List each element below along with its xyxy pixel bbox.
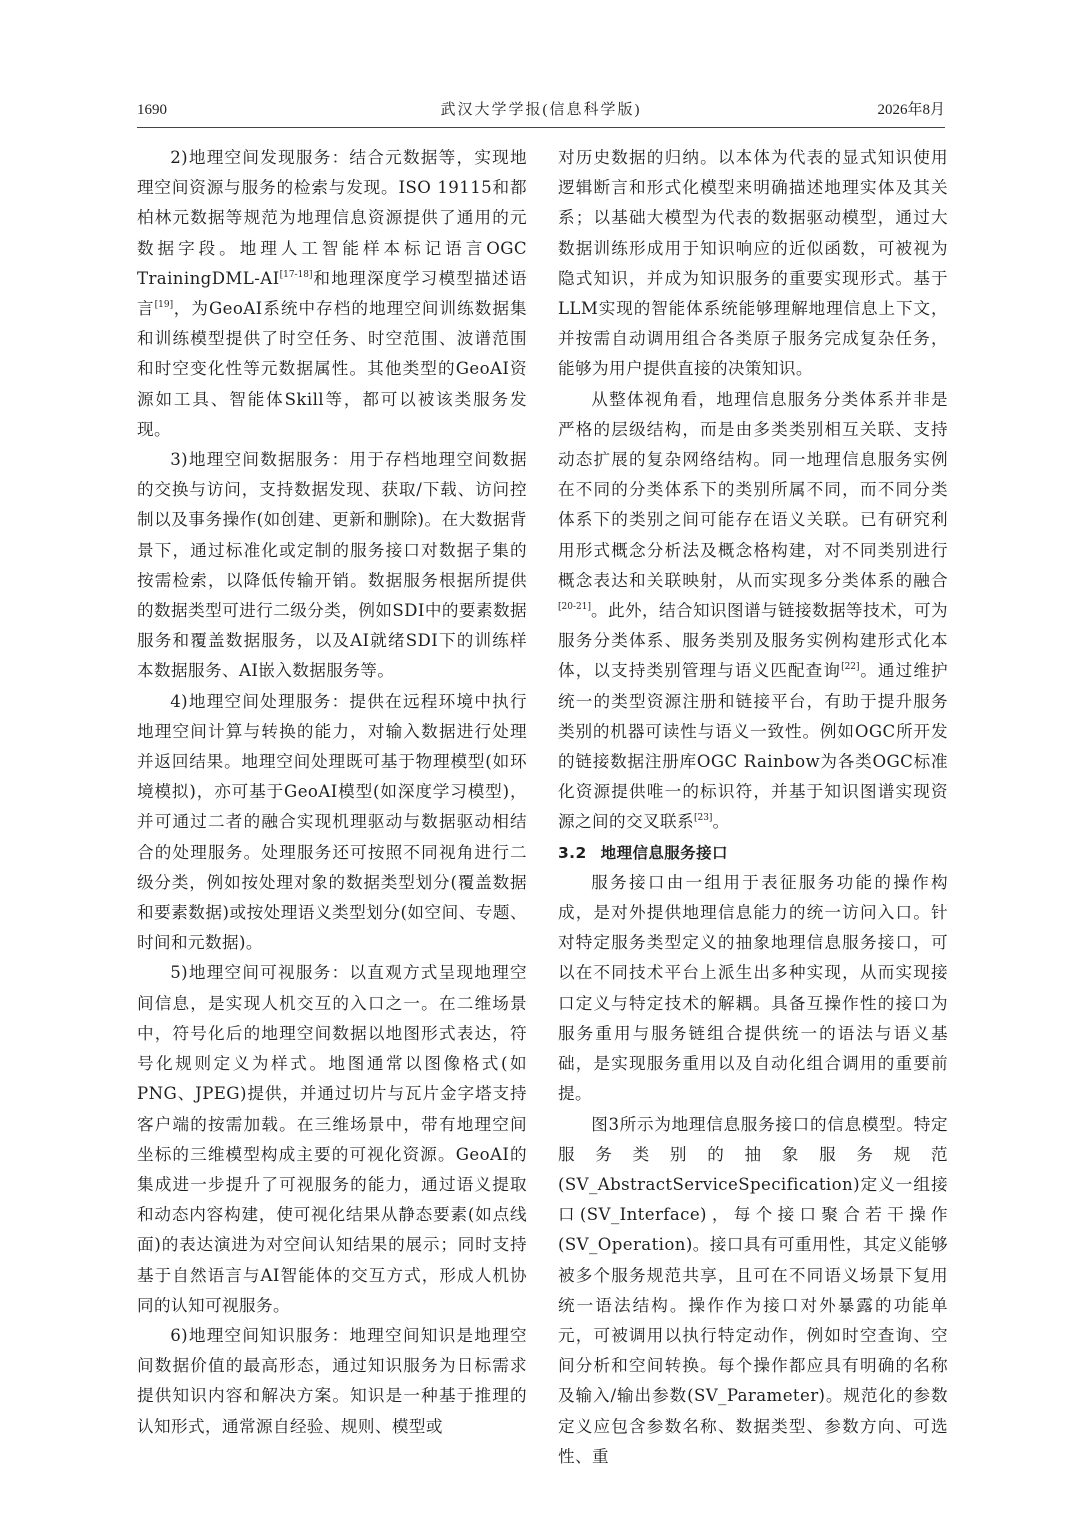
right-column <box>558 143 948 1472</box>
citation-ref[interactable]: [23] <box>693 813 713 824</box>
paragraph-classification-system: 从整体视角看，地理信息服务分类体系并非是严格的层级结构，而是由多类类别相互关联、支持动态扩展的复杂网络结构。同一地理信息服务实例在不同的分类体系下的类别所属不同，而不同分类体系下的类别之间可能存在语义关联。已有研究利用形式概念分析法及概念格构建，对不同类别进行概念表达和关联映射，从而实现多分类体系的融合[20-21]。此外，结合知识图谱与链接数据等技术，可为服务分类体系、服务类别及服务实例构建形式化本体，以支持类别管理与语义匹配查询[22]。通过维护统一的类型资源注册和链接平台，有助于提升服务类别的机器可读性与语义一致性。例如OGC所开发的链接数据注册库OGC Rainbow为各类OGC标准化资源提供唯一的标识符，并基于知识图谱实现资源之间的交叉联系[23]。 <box>558 389 949 832</box>
issue-date: 2026年8月 <box>877 102 945 118</box>
citation-ref[interactable]: [20-21] <box>558 602 591 613</box>
paragraph-knowledge-continued: 对历史数据的归纳。以本体为代表的显式知识使用逻辑断言和形式化模型来明确描述地理实体及其关系；以基础大模型为代表的数据驱动模型，通过大数据训练形成用于知识响应的近似函数，可被视为隐式知识，并成为知识服务的重要实现形式。基于LLM实现的智能体系统能够理解地理信息上下文，并按需自动调用组合各类原子服务完成复杂任务，能够为用户提供直接的决策知识。 <box>558 148 948 379</box>
left-column <box>137 143 527 1442</box>
page-number: 1690 <box>137 102 167 118</box>
paragraph-service-interface: 服务接口由一组用于表征服务功能的操作构成，是对外提供地理信息能力的统一访问入口。针对特定服务类型定义的抽象地理信息服务接口，可以在不同技术平台上派生出多种实现，从而实现接口定义与特定技术的解耦。具备互操作性的接口为服务重用与服务链组合提供统一的语法与语义基础，是实现服务重用以及自动化组合调用的重要前提。 <box>558 872 948 1104</box>
section-title: 地理信息服务接口 <box>600 843 728 862</box>
section-number: 3.2 <box>558 843 587 862</box>
header-rule <box>137 127 945 128</box>
paragraph-knowledge-service: 6)地理空间知识服务：地理空间知识是地理空间数据价值的最高形态，通过知识服务为日标需求提供知识内容和解决方案。知识是一种基于推理的认知形式，通常源自经验、规则、模型或 <box>137 1325 527 1436</box>
journal-title: 武汉大学学报(信息科学版) <box>440 102 642 118</box>
running-header <box>137 92 945 132</box>
paragraph-discovery-service: 2)地理空间发现服务：结合元数据等，实现地理空间资源与服务的检索与发现。ISO 19115和都柏林元数据等规范为地理信息资源提供了通用的元数据字段。地理人工智能样本标记语言OGC TrainingDML-AI[17-18]和地理深度学习模型描述语言[19]，为GeoAI系统中存档的地理空间训练数据集和训练模型提供了时空任务、时空范围、波谱范围和时空变化性等元数据属性。其他类型的GeoAI资源如工具、智能体Skill等，都可以被该类服务发现。 <box>137 148 528 439</box>
paragraph-processing-service: 4)地理空间处理服务：提供在远程环境中执行地理空间计算与转换的能力，对输入数据进行处理并返回结果。地理空间处理既可基于物理模型(如环境模拟)，亦可基于GeoAI模型(如深度学习模型)，并可通过二者的融合实现机理驱动与数据驱动相结合的处理服务。处理服务还可按照不同视角进行二级分类，例如按处理对象的数据类型划分(覆盖数据和要素数据)或按处理语义类型划分(如空间、专题、时间和元数据)。 <box>137 691 527 953</box>
citation-ref[interactable]: [22] <box>841 662 860 673</box>
paragraph-information-model: 图3所示为地理信息服务接口的信息模型。特定服务类别的抽象服务规范(SV_AbstractServiceSpecification)定义一组接口(SV_Interface)，每个接口聚合若干操作(SV_Operation)。接口具有可重用性，其定义能够被多个服务规范共享，且可在不同语义场景下复用统一语法结构。操作作为接口对外暴露的功能单元，可被调用以执行特定动作，例如时空查询、空间分析和空间转换。每个操作都应具有明确的名称及输入/输出参数(SV_Parameter)。规范化的参数定义应包含参数名称、数据类型、参数方向、可选性、重 <box>558 1114 948 1466</box>
citation-ref[interactable]: [19] <box>154 300 174 311</box>
section-heading <box>558 838 948 868</box>
paragraph-data-service: 3)地理空间数据服务：用于存档地理空间数据的交换与访问，支持数据发现、获取/下载、访问控制以及事务操作(如创建、更新和删除)。在大数据背景下，通过标准化或定制的服务接口对数据子集的按需检索，以降低传输开销。数据服务根据所提供的数据类型可进行二级分类，例如SDI中的要素数据服务和覆盖数据服务，以及AI就绪SDI下的训练样本数据服务、AI嵌入数据服务等。 <box>137 450 527 681</box>
citation-ref[interactable]: [17-18] <box>279 269 313 280</box>
paragraph-visual-service: 5)地理空间可视服务：以直观方式呈现地理空间信息，是实现人机交互的入口之一。在二维场景中，符号化后的地理空间数据以地图形式表达，符号化规则定义为样式。地图通常以图像格式(如PNG、JPEG)提供，并通过切片与瓦片金字塔支持客户端的按需加载。在三维场景中，带有地理空间坐标的三维模型构成主要的可视化资源。GeoAI的集成进一步提升了可视服务的能力，通过语义提取和动态内容构建，使可视化结果从静态要素(如点线面)的表达演进为对空间认知结果的展示；同时支持基于自然语言与AI智能体的交互方式，形成人机协同的认知可视服务。 <box>137 963 527 1315</box>
